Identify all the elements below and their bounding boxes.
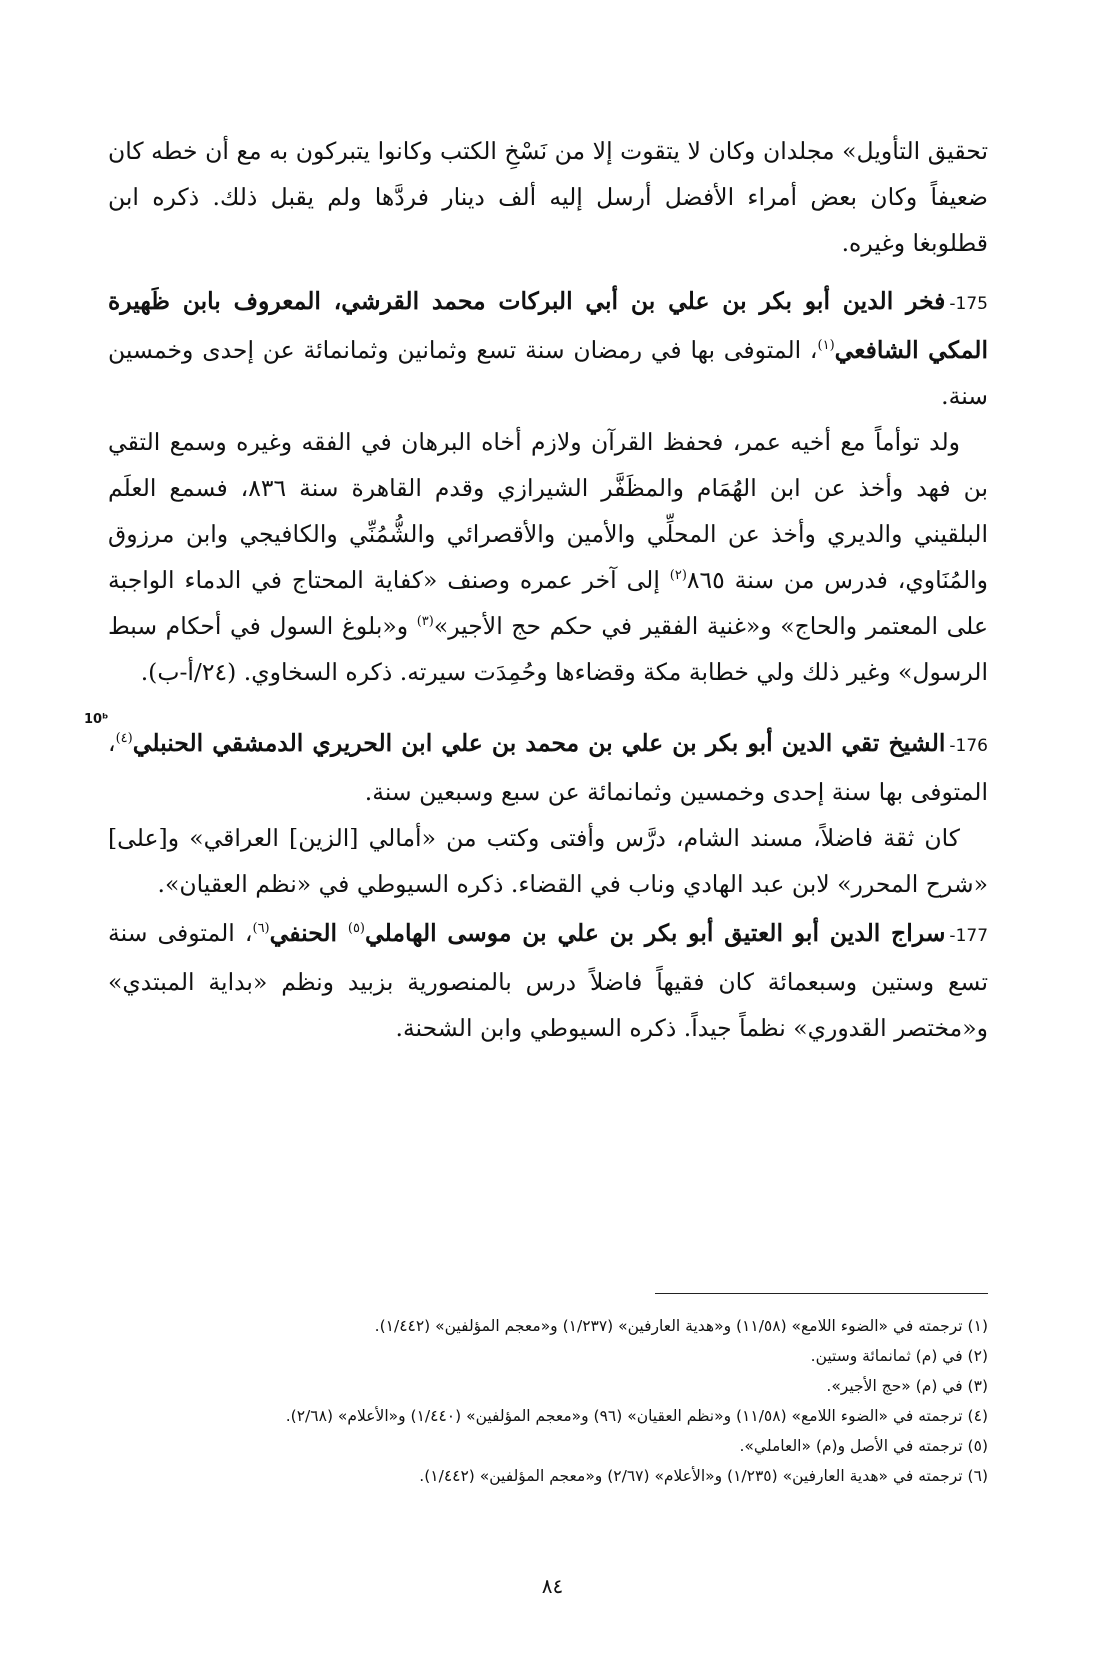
entry-body-part: ولد توأماً مع أخيه عمر، فحفظ القرآن ولازم أخاه البرهان في الفقه وغيره وسمع التقي بن فهد وأخذ عن ابن الهُمَام والمظَفَّر الشيرازي وقدم القاهرة سنة ٨٣٦، فسمع العلَم البلقيني والديري وأخذ عن المحلِّي والأمين والأقصرائي والشُّمُنِّي والكافيجي وابن مرزوق والمُنَاوي، فدرس من سنة ٨٦٥ [108, 428, 989, 594]
entry-title: فخر الدين أبو بكر بن علي بن أبي البركات محمد القرشي، المعروف بابن ظَهيرة المكي الشافعي [108, 287, 988, 364]
footnote: (٦) ترجمته في «هدية العارفين» (١/٢٣٥) و«الأعلام» (٢/٦٧) و«معجم المؤلفين» (١/٤٤٢). [419, 1467, 988, 1485]
entry-body-part: إلى آخر عمره وصنف «كفاية المحتاج في الدماء الواجبة على المعتمر والحاج» و«غنية الفقير في حكم حج الأجير» [108, 566, 988, 640]
footnotes [150, 1311, 988, 1491]
intro-paragraph [108, 128, 988, 266]
footnote: (٢) في (م) ثمانمائة وستين. [810, 1347, 988, 1365]
entry-heading-tail: ، المتوفى سنة تسع وستين وسبعمائة كان فقيهاً فاضلاً درس بالمنصورية بزبيد ونظم «بداية المبتدي» و«مختصر القدوري» نظماً جيداً. ذكره السيوطي وابن الشحنة. [108, 919, 988, 1042]
entry-title: سراج الدين أبو العتيق أبو بكر بن علي بن موسى الهاملي [365, 919, 946, 947]
footnote-ref: (٥) [347, 921, 365, 937]
entry-176 [108, 720, 988, 907]
page-number: ٨٤ [541, 1574, 564, 1598]
entry-176-heading [108, 720, 988, 815]
entry-heading-tail: ، المتوفى بها في رمضان سنة تسع وثمانين وثمانمائة عن إحدى وخمسين سنة. [108, 336, 988, 410]
footnote-ref: (٦) [252, 921, 270, 937]
entry-heading-tail: ، المتوفى بها سنة إحدى وخمسين وثمانمائة عن سبع وسبعين سنة. [108, 729, 988, 806]
entry-175-body [108, 419, 988, 695]
footnote: (٣) في (م) «حج الأجير». [826, 1377, 988, 1395]
footnote-ref: (٢) [669, 568, 687, 584]
entry-176-body: كان ثقة فاضلاً، مسند الشام، درَّس وأفتى وكتب من «أمالي [الزين] العراقي» و[على] «شرح المحرر» لابن عبد الهادي وناب في القضاء. ذكره السيوطي في «نظم العقيان». [108, 824, 988, 898]
footnote-ref: (١) [817, 338, 835, 354]
footnote: (٤) ترجمته في «الضوء اللامع» (١١/٥٨) و«نظم العقيان» (٩٦) و«معجم المؤلفين» (١/٤٤٠) و«الأعلام» (٢/٦٨). [285, 1407, 988, 1425]
entry-177-text [108, 910, 988, 1051]
entry-177 [108, 910, 988, 1051]
footnote-separator [655, 1293, 988, 1294]
entry-number: 175- [949, 294, 988, 314]
footnote-ref: (٤) [115, 731, 133, 747]
footnote-ref: (٣) [416, 614, 434, 630]
entry-title: الشيخ تقي الدين أبو بكر بن علي بن محمد بن علي ابن الحريري الدمشقي الحنبلي [132, 729, 946, 757]
entry-number: 177- [949, 926, 989, 946]
entry-175-heading [108, 278, 988, 419]
entry-number: 176- [949, 736, 988, 756]
intro-text: تحقيق التأويل» مجلدان وكان لا يتقوت إلا من نَسْخِ الكتب وكانوا يتبركون به مع أن خطه كان ضعيفاً وكان بعض أمراء الأفضل أرسل إليه ألف دينار فردَّها ولم يقبل ذلك. ذكره ابن قطلوبغا وغيره. [108, 137, 988, 257]
entry-title-suffix: الحنفي [269, 919, 348, 947]
entry-175 [108, 278, 988, 695]
footnote: (١) ترجمته في «الضوء اللامع» (١١/٥٨) و«هدية العارفين» (١/٢٣٧) و«معجم المؤلفين» (١/٤٤٢). [374, 1317, 988, 1335]
entry-body-part: و«بلوغ السول في أحكام سبط الرسول» وغير ذلك ولي خطابة مكة وقضاءها وحُمِدَت سيرته. ذكره السخاوي. (٢٤/أ-ب). [108, 612, 988, 686]
footnote: (٥) ترجمته في الأصل و(م) «العاملي». [739, 1437, 988, 1455]
manuscript-folio-marker: 10ᵇ [84, 712, 109, 727]
